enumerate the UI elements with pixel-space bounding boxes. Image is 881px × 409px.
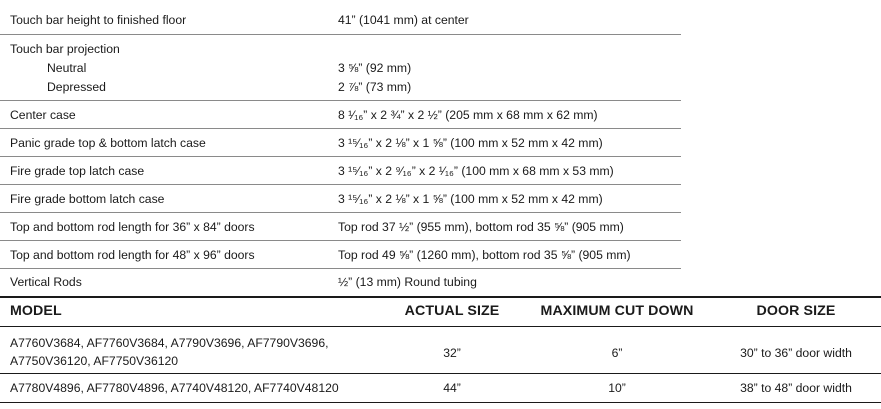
- model-list: A7780V4896, AF7780V4896, A7740V48120, AF7740V48120: [10, 381, 339, 395]
- spec-row: [0, 0, 681, 35]
- spec-row: [0, 101, 681, 129]
- model-list: A7760V3684, AF7760V3684, A7790V3696, AF7790V3696,: [10, 336, 329, 350]
- door-size-value: 30” to 36” door width: [740, 346, 852, 360]
- spec-value: 8 ¹⁄₁₆” x 2 ¾” x 2 ½” (205 mm x 68 mm x 62 mm): [338, 108, 598, 122]
- actual-size-value: 32”: [443, 346, 461, 360]
- spec-sublabel: Neutral: [47, 61, 87, 75]
- spec-label: Top and bottom rod length for 48” x 96” doors: [10, 248, 255, 262]
- header-door-size: DOOR SIZE: [756, 303, 836, 319]
- header-actual-size: ACTUAL SIZE: [404, 303, 500, 319]
- table-top-rule: [0, 296, 881, 298]
- spec-label: Center case: [10, 108, 76, 122]
- spec-label: Fire grade top latch case: [10, 164, 145, 178]
- spec-value: 3 ⅝” (92 mm): [338, 61, 412, 75]
- spec-value: 3 ¹⁵⁄₁₆” x 2 ⁹⁄₁₆” x 2 ¹⁄₁₆” (100 mm x 68 mm x 53 mm): [338, 164, 614, 178]
- cut-down-value: 6”: [611, 346, 623, 360]
- header-model: MODEL: [10, 303, 62, 319]
- header-maximum-cut-down: MAXIMUM CUT DOWN: [540, 303, 694, 319]
- door-size-value: 38” to 48” door width: [740, 381, 852, 395]
- spec-value: Top rod 37 ½” (955 mm), bottom rod 35 ⅝” (905 mm): [338, 220, 624, 234]
- spec-value: ½” (13 mm) Round tubing: [338, 275, 477, 289]
- spec-row: [0, 35, 681, 101]
- spec-value: 3 ¹⁵⁄₁₆” x 2 ⅛” x 1 ⅝” (100 mm x 52 mm x 42 mm): [338, 136, 603, 150]
- spec-label: Fire grade bottom latch case: [10, 192, 165, 206]
- header-rule: [0, 326, 881, 327]
- model-list-continued: A7750V36120, AF7750V36120: [10, 354, 179, 368]
- spec-label: Top and bottom rod length for 36” x 84” doors: [10, 220, 255, 234]
- actual-size-value: 44”: [443, 381, 461, 395]
- spec-label: Vertical Rods: [10, 275, 82, 289]
- table-bottom-rule: [0, 402, 881, 403]
- model-table: [0, 296, 881, 409]
- spec-row: [0, 269, 681, 294]
- spec-label: Touch bar projection: [10, 42, 120, 56]
- spec-value: Top rod 49 ⅝” (1260 mm), bottom rod 35 ⅝” (905 mm): [338, 248, 631, 262]
- spec-row: [0, 213, 681, 241]
- spec-row: [0, 241, 681, 269]
- spec-row: [0, 185, 681, 213]
- spec-sublabel: Depressed: [47, 80, 106, 94]
- spec-value: 3 ¹⁵⁄₁₆” x 2 ⅛” x 1 ⅝” (100 mm x 52 mm x 42 mm): [338, 192, 603, 206]
- spec-row: [0, 157, 681, 185]
- spec-value: 41” (1041 mm) at center: [338, 13, 469, 27]
- cut-down-value: 10”: [608, 381, 626, 395]
- spec-label: Touch bar height to finished floor: [10, 13, 187, 27]
- row-rule: [0, 373, 881, 374]
- spec-value: 2 ⅞” (73 mm): [338, 80, 412, 94]
- spec-label: Panic grade top & bottom latch case: [10, 136, 206, 150]
- spec-row: [0, 129, 681, 157]
